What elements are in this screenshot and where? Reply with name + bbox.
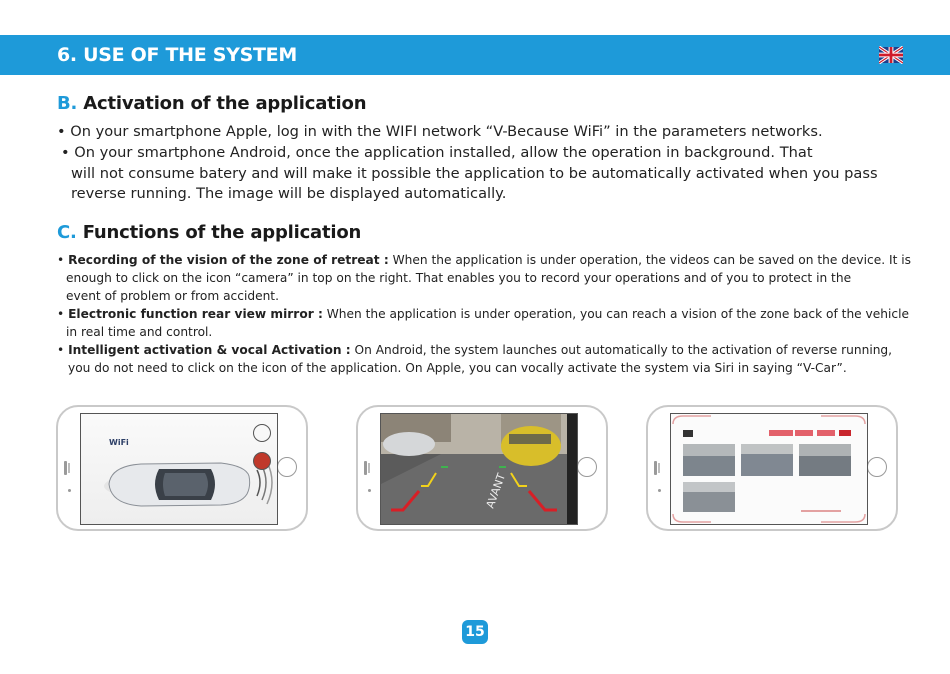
section-b-heading (57, 93, 366, 114)
page-title: 6. USE OF THE SYSTEM (57, 44, 297, 66)
home-button-icon (277, 457, 297, 477)
function-item-recording-line-3: event of problem or from accident. (66, 289, 279, 303)
function-label: Electronic function rear view mirror : (68, 307, 323, 321)
camera-icon[interactable] (253, 452, 271, 470)
uk-flag-icon (879, 46, 903, 64)
phone-illustration-video-gallery (646, 405, 898, 531)
phone-screen (380, 413, 578, 525)
exit-icon[interactable] (253, 424, 271, 442)
section-b-bullet-1: • On your smartphone Apple, log in with the WIFI network “V-Because WiFi” in the parameters networks. (57, 123, 823, 140)
section-b-letter: B. (57, 93, 78, 114)
function-label: Intelligent activation & vocal Activation : (68, 343, 351, 357)
phone-screen (80, 413, 278, 525)
video-gallery-illustration (671, 414, 867, 524)
function-item-mirror: • Electronic function rear view mirror : When the application is under operation, you can reach a vision of the zone back of the vehicle (57, 307, 909, 321)
function-item-recording-line-2: enough to click on the icon “camera” in top on the right. That enables you to record your operations and of you to protect in the (66, 271, 852, 285)
home-button-icon (577, 457, 597, 477)
function-item-activation-line-2: you do not need to click on the icon of the application. On Apple, you can vocally activate the system via Siri in saying “V-Car”. (68, 361, 847, 375)
section-c-letter: C. (57, 222, 77, 243)
car-top-view-illustration (81, 414, 277, 524)
header-bar (0, 35, 950, 75)
rear-camera-view-illustration (381, 414, 577, 524)
page-number-badge: 15 (462, 620, 488, 644)
phone-illustration-app-home (56, 405, 308, 531)
section-b-bullet-2-line-3: reverse running. The image will be displayed automatically. (71, 185, 507, 202)
section-c-title: Functions of the application (82, 222, 362, 243)
phone-screen (670, 413, 868, 525)
wifi-logo: WiFi (109, 438, 129, 447)
home-button-icon (867, 457, 887, 477)
function-item-recording: • Recording of the vision of the zone of retreat : When the application is under operation, the videos can be saved on the device. It is (57, 253, 911, 267)
section-b-bullet-2-line-2: will not consume batery and will make it possible the application to be automatically activated when you pass (71, 165, 878, 182)
phone-illustration-rear-view (356, 405, 608, 531)
section-b-title: Activation of the application (83, 93, 367, 114)
function-label: Recording of the vision of the zone of retreat : (68, 253, 389, 267)
function-item-mirror-line-2: in real time and control. (66, 325, 213, 339)
section-c-heading (57, 222, 361, 243)
function-item-activation: • Intelligent activation & vocal Activation : On Android, the system launches out automatically to the activation of reverse running, (57, 343, 893, 357)
section-b-bullet-2-line-1: • On your smartphone Android, once the application installed, allow the operation in background. That (61, 144, 813, 161)
road-marking-text: AVANT (483, 471, 509, 511)
